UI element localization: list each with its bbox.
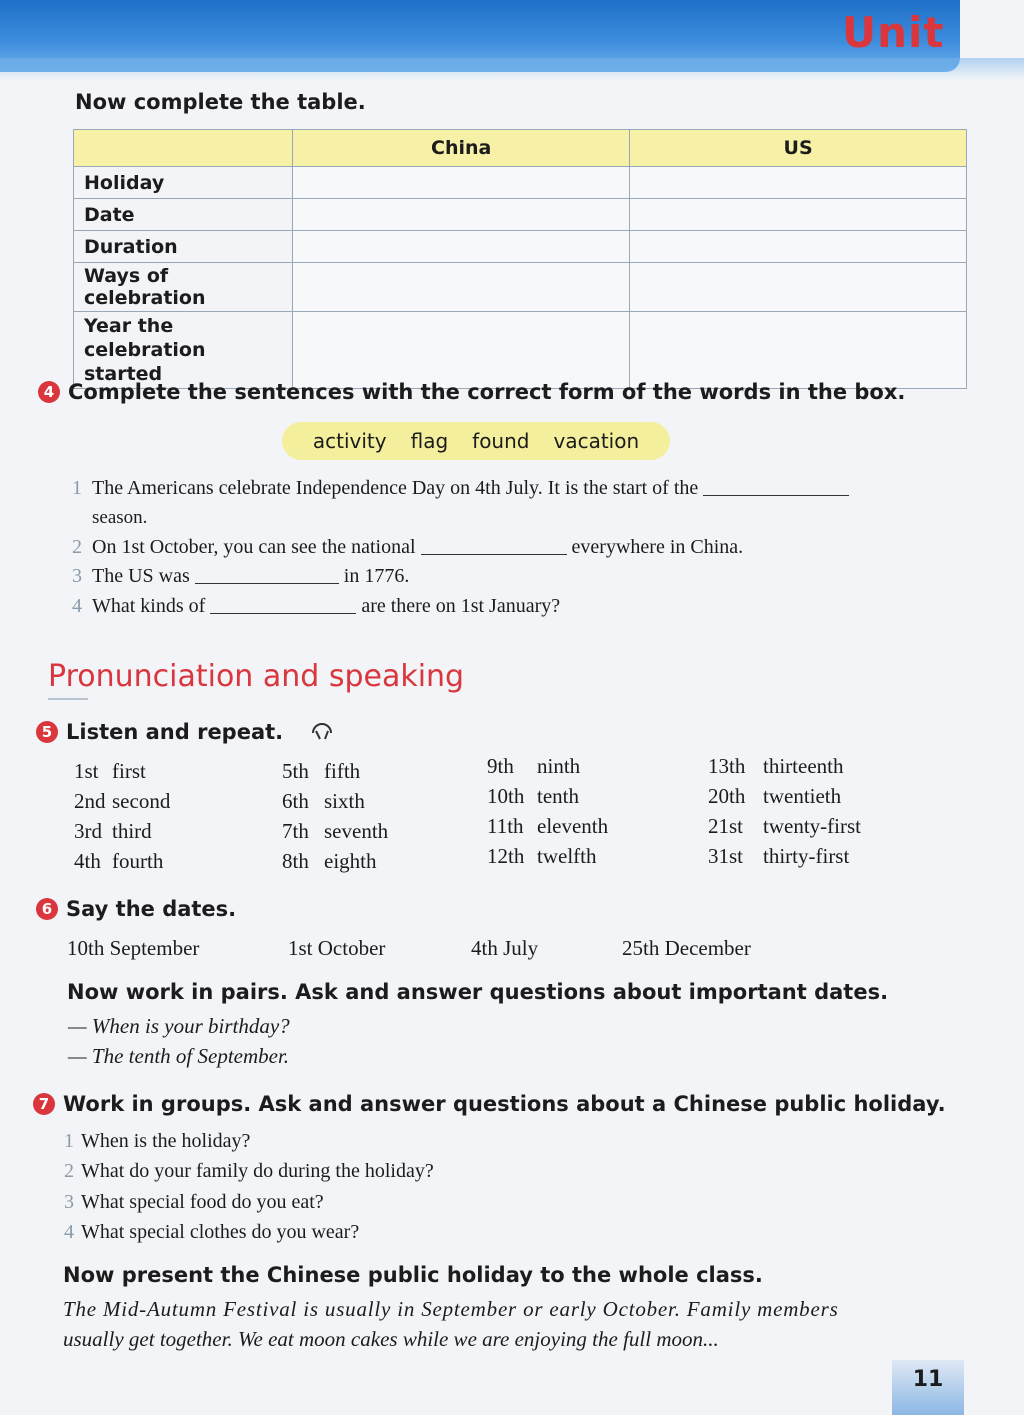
page-number: 11 [892,1360,964,1415]
ordinal-column-4 [708,751,861,871]
row-label-duration: Duration [74,231,293,263]
sentence-3 [72,565,409,588]
date-item: 1st October [288,936,386,960]
headphones-icon[interactable] [308,717,336,748]
sentence-1-continued: season. [92,507,148,528]
ordinal-word: sixth [324,789,365,813]
cell-china-duration[interactable] [293,231,630,263]
cell-china-date[interactable] [293,199,630,231]
example-paragraph-line: The Mid-Autumn Festival is usually in September or early October. Family members [63,1297,839,1321]
exercise-6-heading [36,897,236,921]
exercise-5-heading [36,717,336,748]
question-text: What do your family do during the holiday? [81,1160,434,1182]
ordinal-pair [487,811,608,841]
table-row [74,263,967,312]
sentence-text: everywhere in China. [571,536,744,558]
ordinal-word: fourth [112,849,164,873]
ordinal-short: 1st [74,759,99,783]
date-item: 25th December [622,936,751,960]
ordinal-word: first [112,759,146,783]
cell-china-year[interactable] [293,312,630,389]
cell-china-ways[interactable] [293,263,630,312]
ordinal-short: 31st [708,844,744,868]
ordinal-short: 13th [708,754,746,778]
row-label-date: Date [74,199,293,231]
column-header-china: China [293,130,630,167]
ordinal-word: thirteenth [763,754,844,778]
ordinal-short: 5th [282,759,309,783]
ordinal-short: 21st [708,814,744,838]
ordinal-word: third [112,819,152,843]
ordinal-word: seventh [324,819,389,843]
ordinal-short: 11th [487,814,524,838]
ordinal-pair [74,786,170,816]
table-row [74,167,967,199]
ordinal-short: 7th [282,819,309,843]
exercise-7-instruction: Work in groups. Ask and answer questions about a Chinese public holiday. [63,1092,946,1116]
ordinal-pair [282,816,388,846]
answer-blank[interactable] [210,595,356,614]
exercise-number-badge: 7 [33,1093,55,1115]
pair-work-instruction: Now work in pairs. Ask and answer questions about important dates. [67,980,889,1004]
example-paragraph-line: usually get together. We eat moon cakes while we are enjoying the full moon... [63,1327,719,1351]
question-number: 3 [64,1191,74,1213]
ordinal-short: 12th [487,844,525,868]
table-header-row [74,130,967,167]
ordinal-column-1 [74,756,170,876]
answer-blank[interactable] [703,477,849,496]
ordinal-column-2 [282,756,388,876]
sentence-1 [72,477,849,500]
ordinal-pair [74,756,170,786]
group-question [64,1191,324,1214]
sentence-text: are there on 1st January? [361,595,561,617]
cell-us-year[interactable] [630,312,967,389]
table-row [74,199,967,231]
ordinal-word: eighth [324,849,377,873]
cell-us-date[interactable] [630,199,967,231]
question-number: 4 [72,595,82,617]
group-question [64,1160,434,1183]
ordinal-pair [708,751,861,781]
ordinal-word: twenty-first [763,814,861,838]
sentence-text: The Americans celebrate Independence Day on 4th July. It is the start of the [92,477,699,499]
exercise-5-instruction: Listen and repeat. [66,720,284,744]
ordinal-word: tenth [537,784,579,808]
dialogue-line: — The tenth of September. [68,1044,290,1068]
row-label-holiday: Holiday [74,167,293,199]
holiday-comparison-table [73,129,967,389]
question-number: 1 [72,477,82,499]
ordinal-short: 10th [487,784,525,808]
ordinal-pair [487,781,608,811]
exercise-4-heading [38,380,905,404]
sentence-text: The US was [92,565,190,587]
answer-blank[interactable] [421,536,567,555]
ordinal-pair [74,846,170,876]
table-instruction: Now complete the table. [75,90,366,114]
word-box-item: activity [312,429,387,453]
ordinal-word: twentieth [763,784,842,808]
unit-label: Unit [842,8,945,57]
ordinal-short: 9th [487,754,514,778]
ordinal-pair [282,756,388,786]
ordinal-short: 8th [282,849,309,873]
exercise-7-heading [33,1092,946,1116]
ordinal-pair [708,841,861,871]
sentence-text: What kinds of [92,595,206,617]
sentence-text: in 1776. [343,565,410,587]
word-box-item: flag [410,429,449,453]
exercise-4-instruction: Complete the sentences with the correct form of the words in the box. [68,380,906,404]
sentence-2 [72,536,743,559]
word-box [282,422,670,460]
ordinal-short: 6th [282,789,309,813]
dialogue-line: — When is your birthday? [68,1014,290,1038]
ordinal-word: second [112,789,171,813]
date-item: 10th September [67,936,200,960]
present-instruction: Now present the Chinese public holiday to the whole class. [63,1263,763,1287]
header-banner-fade [0,58,1024,80]
sentence-text: On 1st October, you can see the national [92,536,416,558]
row-label-year: Year the celebration started [74,312,293,389]
ordinal-pair [487,751,608,781]
question-number: 4 [64,1221,74,1243]
ordinal-pair [708,781,861,811]
question-number: 1 [64,1130,74,1152]
table-corner-cell [74,130,293,167]
sentence-4 [72,595,560,618]
row-label-ways: Ways of celebration [74,263,293,312]
exercise-number-badge: 5 [36,721,58,743]
answer-blank[interactable] [195,565,339,584]
table-row [74,231,967,263]
ordinal-column-3 [487,751,608,871]
question-number: 2 [64,1160,74,1182]
ordinal-word: ninth [537,754,581,778]
ordinal-word: twelfth [537,844,597,868]
cell-us-holiday[interactable] [630,167,967,199]
ordinal-word: thirty-first [763,844,850,868]
question-number: 3 [72,565,82,587]
cell-us-duration[interactable] [630,231,967,263]
group-question [64,1130,250,1153]
question-text: When is the holiday? [81,1130,251,1152]
word-box-item: vacation [553,429,640,453]
exercise-number-badge: 6 [36,898,58,920]
cell-us-ways[interactable] [630,263,967,312]
question-text: What special clothes do you wear? [81,1221,360,1243]
group-question [64,1221,359,1244]
column-header-us: US [630,130,967,167]
ordinal-pair [487,841,608,871]
section-title: Pronunciation and speaking [48,659,465,694]
exercise-6-instruction: Say the dates. [66,897,237,921]
ordinal-pair [282,846,388,876]
date-item: 4th July [471,936,539,960]
ordinal-word: fifth [324,759,361,783]
ordinal-short: 3rd [74,819,102,843]
ordinal-short: 4th [74,849,101,873]
section-title-underline [48,698,88,700]
ordinal-short: 20th [708,784,746,808]
ordinal-pair [74,816,170,846]
question-number: 2 [72,536,82,558]
ordinal-pair [282,786,388,816]
ordinal-word: eleventh [537,814,609,838]
table-row [74,312,967,389]
cell-china-holiday[interactable] [293,167,630,199]
word-box-item: found [472,429,530,453]
ordinal-short: 2nd [74,789,106,813]
exercise-number-badge: 4 [38,381,60,403]
question-text: What special food do you eat? [81,1191,324,1213]
ordinal-pair [708,811,861,841]
